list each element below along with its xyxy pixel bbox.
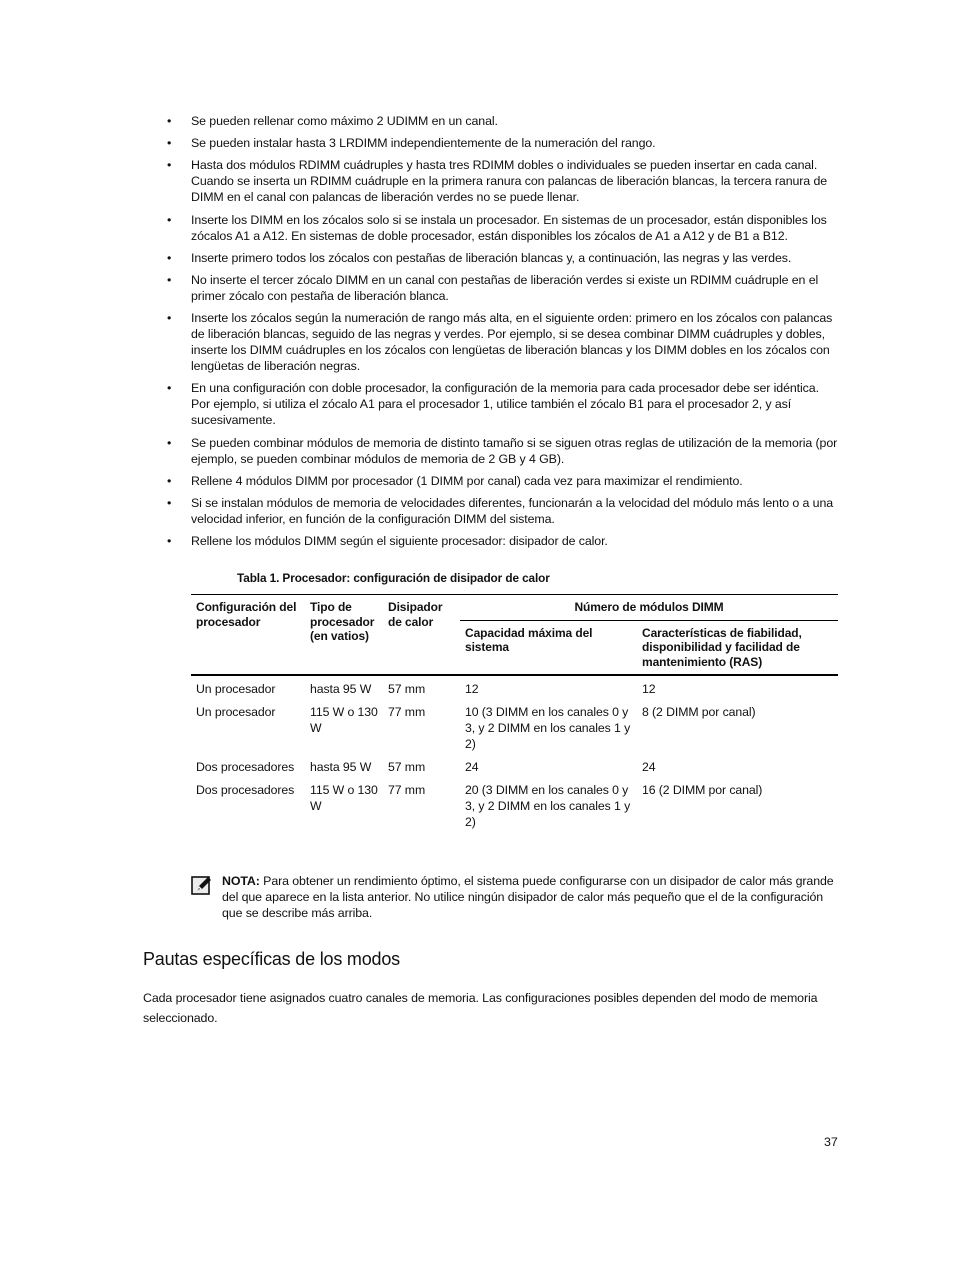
cell-capacity: 20 (3 DIMM en los canales 0 y 3, y 2 DIMM en los canales 1 y 2) [465, 783, 631, 829]
bullet-dot: • [167, 212, 172, 227]
list-item [165, 495, 841, 527]
list-item-text: Si se instalan módulos de memoria de velocidades diferentes, funcionarán a la velocidad del módulo más lento o a una velocidad inferior, en función de la configuración DIMM del sistema. [191, 495, 834, 526]
list-item-text: Inserte los DIMM en los zócalos solo si se instala un procesador. En sistemas de un procesador, están disponibles los zócalos A1 a A12. En sistemas de doble procesador, están disponibles los zócalos de A1 a A12 y de B1 a B12. [191, 212, 827, 243]
note-body: Para obtener un rendimiento óptimo, el sistema puede configurarse con un disipador de calor más grande del que aparece en la lista anterior. No utilice ningún disipador de calor más pequeño que el de la configuración que se describe más arriba. [222, 874, 834, 920]
section-paragraph: Cada procesador tiene asignados cuatro canales de memoria. Las configuraciones posibles dependen del modo de memoria seleccionado. [143, 991, 818, 1025]
heatsink-config-table [191, 594, 838, 832]
list-item [165, 533, 841, 549]
cell-capacity: 10 (3 DIMM en los canales 0 y 3, y 2 DIMM en los canales 1 y 2) [465, 705, 631, 751]
list-item [165, 272, 841, 304]
bullet-dot: • [167, 435, 172, 450]
cell-heatsink: 77 mm [388, 783, 426, 797]
list-item [165, 212, 841, 244]
list-item-text: No inserte el tercer zócalo DIMM en un canal con pestañas de liberación verdes si existe un RDIMM cuádruple en el primer zócalo con pestaña de liberación blanca. [191, 272, 819, 303]
list-item-text: Se pueden instalar hasta 3 LRDIMM independientemente de la numeración del rango. [191, 136, 656, 151]
table-caption: Tabla 1. Procesador: configuración de disipador de calor [237, 571, 550, 585]
list-item [165, 113, 841, 129]
list-item-text: Se pueden combinar módulos de memoria de distinto tamaño si se siguen otras reglas de utilización de la memoria (por ejemplo, se pueden combinar módulos de memoria de 2 GB y 4 GB). [191, 435, 838, 466]
header-processor-config: Configuración del procesador [191, 595, 305, 676]
bullet-dot: • [167, 114, 172, 128]
list-item [165, 435, 841, 467]
bullet-dot: • [167, 158, 172, 173]
list-item-text: Hasta dos módulos RDIMM cuádruples y hasta tres RDIMM dobles o individuales se pueden insertar en cada canal. Cuando se inserta un RDIMM cuádruple en la primera ranura con palancas de liberación blancas, la tercera ranura de DIMM en el canal con palancas de liberación verdes no se puede llenar. [191, 158, 828, 205]
note-pencil-icon [191, 874, 213, 896]
list-item-text: Se pueden rellenar como máximo 2 UDIMM en un canal. [191, 114, 498, 128]
cell-heatsink: 57 mm [388, 760, 426, 774]
cell-capacity: 12 [465, 682, 479, 696]
section-heading: Pautas específicas de los modos [143, 949, 400, 969]
list-item [165, 135, 841, 151]
list-item [165, 157, 841, 205]
header-heatsink: Disipador de calor [383, 595, 460, 676]
list-item-text: Inserte los zócalos según la numeración de rango más alta, en el siguiente orden: primero en los zócalos con palancas de liberación blancas, seguido de las negras y verdes. Por ejemplo, si se desea combinar DIMM cuádruples y dobles, inserte los DIMM cuádruples en los zócalos con lengüetas de liberación blancas y los DIMM dobles en los zócalos con lengüetas de liberación negras. [191, 311, 833, 374]
cell-ras: 12 [642, 682, 656, 696]
bullet-list [165, 113, 841, 555]
list-item-text: Inserte primero todos los zócalos con pestañas de liberación blancas y, a continuación, las negras y las verdes. [191, 250, 792, 265]
note-box [191, 873, 839, 921]
cell-config: Dos procesadores [196, 783, 295, 797]
list-item [165, 380, 841, 428]
cell-type: hasta 95 W [310, 682, 372, 696]
table-row [191, 754, 838, 777]
cell-ras: 16 (2 DIMM por canal) [642, 783, 763, 797]
list-item-text: Rellene los módulos DIMM según el siguiente procesador: disipador de calor. [191, 534, 608, 549]
list-item-text: En una configuración con doble procesador, la configuración de la memoria para cada procesador debe ser idéntica. Por ejemplo, si utiliza el zócalo A1 para el procesador 1, utilice también el zócalo B1 para el procesador 2, y así sucesivamente. [191, 381, 819, 428]
header-max-capacity: Capacidad máxima del sistema [465, 625, 593, 654]
table-row [191, 699, 838, 754]
cell-ras: 8 (2 DIMM por canal) [642, 705, 756, 719]
note-text [222, 873, 839, 921]
bullet-dot: • [167, 381, 172, 396]
bullet-dot: • [167, 473, 172, 488]
bullet-dot: • [167, 272, 172, 287]
cell-ras: 24 [642, 760, 656, 774]
cell-config: Dos procesadores [196, 760, 295, 774]
list-item-text: Rellene 4 módulos DIMM por procesador (1 DIMM por canal) cada vez para maximizar el rendimiento. [191, 473, 743, 488]
header-ras: Características de fiabilidad, disponibilidad y facilidad de mantenimiento (RAS) [642, 625, 802, 669]
cell-capacity: 24 [465, 760, 479, 774]
table-row [191, 777, 838, 832]
note-label: NOTA: [222, 874, 260, 888]
header-dimm-count: Número de módulos DIMM [460, 595, 838, 621]
list-item [165, 473, 841, 489]
bullet-dot: • [167, 311, 172, 326]
header-processor-type: Tipo de procesador (en vatios) [305, 595, 383, 676]
cell-type: hasta 95 W [310, 760, 372, 774]
page-number: 37 [824, 1135, 838, 1149]
table-row [191, 675, 838, 699]
cell-type: 115 W o 130 W [310, 705, 378, 735]
cell-config: Un procesador [196, 705, 276, 719]
cell-heatsink: 77 mm [388, 705, 426, 719]
bullet-dot: • [167, 136, 172, 151]
list-item [165, 310, 841, 374]
cell-heatsink: 57 mm [388, 682, 426, 696]
bullet-dot: • [167, 250, 172, 265]
list-item [165, 250, 841, 266]
bullet-dot: • [167, 495, 172, 510]
cell-type: 115 W o 130 W [310, 783, 378, 813]
bullet-dot: • [167, 534, 172, 549]
cell-config: Un procesador [196, 682, 276, 696]
